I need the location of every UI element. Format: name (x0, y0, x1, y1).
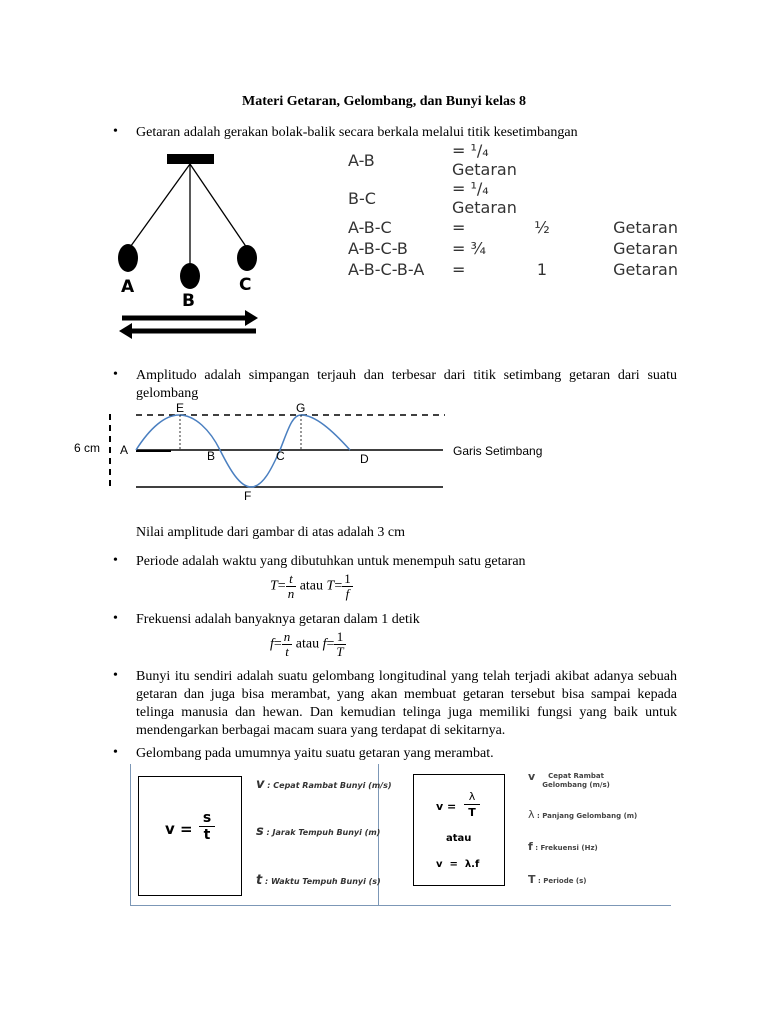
wave-point-e: E (176, 401, 185, 415)
vibration-cell-eq: = ¹/₄ Getaran (452, 141, 517, 179)
bob-a (118, 244, 138, 272)
wave-legend-t: T : Periode (s) (528, 873, 587, 886)
bullet-dot: • (113, 611, 118, 626)
vibration-table (348, 141, 678, 280)
vibration-cell-val: ½ (534, 218, 550, 237)
pendulum-support (167, 154, 214, 164)
bullet-gelombang: Gelombang pada umumnya yaitu suatu getaran yang merambat. (136, 746, 494, 761)
sound-legend-s: s : Jarak Tempuh Bunyi (m) (256, 824, 381, 839)
bullet-dot: • (113, 668, 118, 683)
vibration-cell-val (522, 141, 562, 179)
wave-point-g: G (296, 401, 306, 415)
wave-legend-lambda: λ : Panjang Gelombang (m) (528, 808, 638, 821)
frekuensi-formula: f= $\frac{n}{t}$ atau f= $\frac{1}{T}$ (270, 629, 344, 659)
wave-formula-box: v = λ T atau v = λ.f (413, 774, 505, 886)
bob-c (237, 245, 257, 271)
bob-b (180, 263, 200, 289)
vibration-cell-path: A-B-C-B-A (348, 260, 425, 279)
vibration-row (348, 179, 678, 217)
vibration-row (348, 259, 678, 280)
bullet-dot: • (113, 367, 118, 382)
vibration-cell-val (522, 238, 562, 259)
wave-point-f: F (244, 489, 252, 503)
vibration-cell-eq: = (452, 260, 466, 279)
bullet-amplitudo: Amplitudo adalah simpangan terjauh dan terbesar dari titik setimbang getaran dari suatu gelombang (136, 368, 677, 401)
wave-point-c: C (276, 449, 285, 463)
page-title: Materi Getaran, Gelombang, dan Bunyi kelas 8 (242, 94, 526, 109)
vibration-cell-unit: Getaran (613, 239, 678, 258)
label-b: B (182, 291, 195, 311)
bullet-periode: Periode adalah waktu yang dibutuhkan untuk menempuh satu getaran (136, 554, 526, 569)
periode-formula: T= $\frac{t}{n}$ atau T= $\frac{1}{f}$ (270, 571, 351, 601)
vibration-cell-path: A-B (348, 150, 375, 170)
vibration-row (348, 238, 678, 259)
sound-formula-box: v = s t (138, 776, 242, 896)
vibration-cell-val (522, 179, 562, 217)
bullet-bunyi: Bunyi itu sendiri adalah suatu gelombang longitudinal yang telah terjadi akibat adanya sebuah getaran dan juga bisa merambat, yang akan membuat getaran tersebut bisa sampai kepada telinga manusia dan hewan. Dan kemudian telinga juga memiliki fungsi yang baik untuk mendengarkan berbagai macam suara yang terdapat di sekitarnya. (136, 669, 677, 738)
wave-legend-v: v Cepat Rambat Gelombang (m/s) (528, 770, 610, 789)
wave-point-a: A (120, 443, 129, 457)
vibration-cell-unit (562, 141, 678, 179)
bullet-dot: • (113, 745, 118, 760)
vibration-cell-path: A-B-C (348, 218, 392, 237)
bullet-dot: • (113, 553, 118, 568)
label-c: C (239, 275, 252, 295)
vibration-cell-unit: Getaran (613, 218, 678, 237)
sound-legend-t: t : Waktu Tempuh Bunyi (s) (256, 873, 381, 888)
vibration-cell-path: A-B-C-B (348, 239, 408, 258)
formula-panel (130, 764, 671, 906)
wave-point-d: D (360, 452, 369, 466)
pendulum-figure (110, 150, 270, 340)
vibration-cell-eq: = (452, 218, 466, 237)
vibration-cell-unit (562, 179, 678, 217)
vibration-cell-val: 1 (536, 260, 548, 279)
vibration-cell-unit: Getaran (613, 260, 678, 279)
vibration-row (348, 217, 678, 238)
wave-diagram (60, 398, 580, 508)
bullet-getaran: Getaran adalah gerakan bolak-balik secara berkala melalui titik kesetimbangan (136, 125, 578, 140)
six-cm-label: 6 cm (74, 441, 101, 455)
sound-legend-v: v : Cepat Rambat Bunyi (m/s) (256, 777, 392, 792)
vibration-row (348, 141, 678, 179)
vibration-cell-eq: = ¹/₄ Getaran (452, 179, 517, 217)
equilibrium-label: Garis Setimbang (453, 444, 543, 458)
wave-point-b: B (207, 449, 216, 463)
label-a: A (121, 277, 135, 297)
bullet-dot: • (113, 124, 118, 139)
wave-legend-f: f : Frekuensi (Hz) (528, 840, 598, 853)
amplitude-value-text: Nilai amplitude dari gambar di atas adalah 3 cm (136, 525, 406, 540)
bullet-frekuensi: Frekuensi adalah banyaknya getaran dalam 1 detik (136, 612, 420, 627)
vibration-cell-eq: = ¾ (452, 239, 486, 258)
vibration-cell-path: B-C (348, 188, 376, 208)
